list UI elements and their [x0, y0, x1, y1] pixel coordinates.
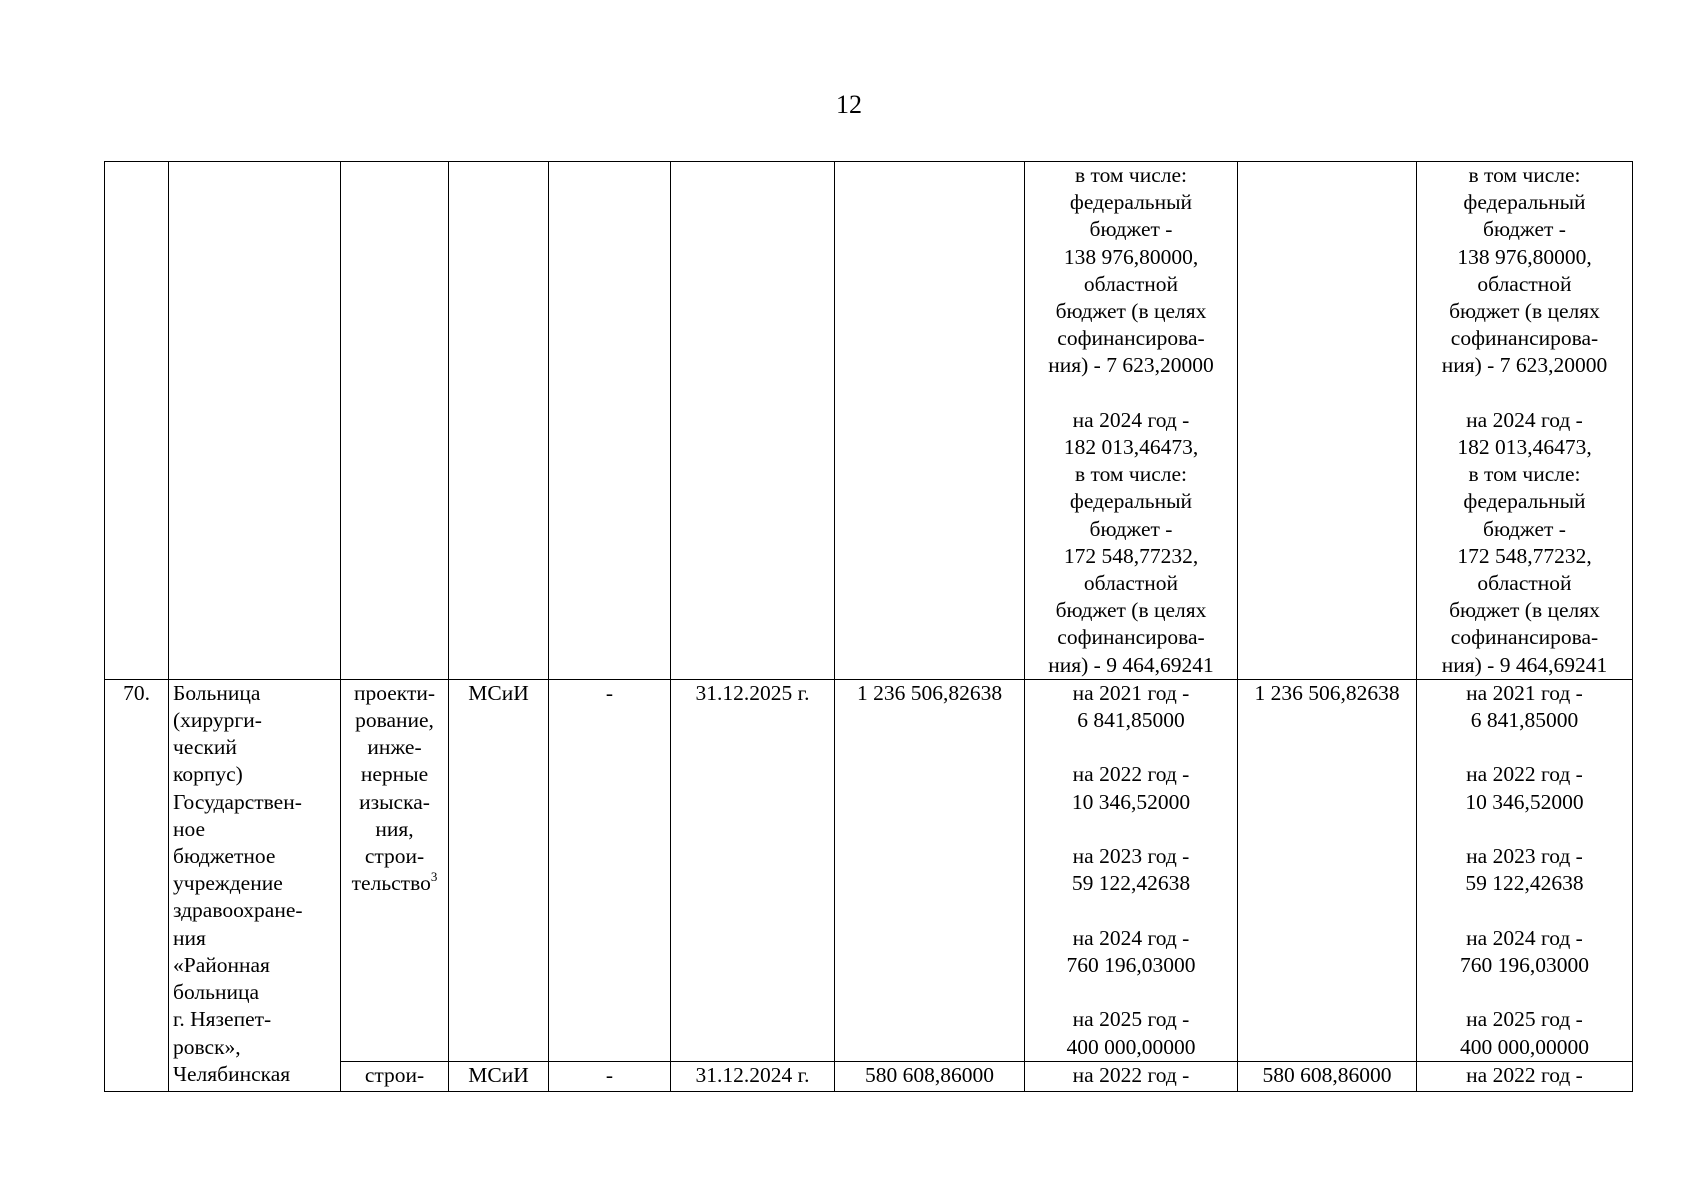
- cell-funding-a: на 2022 год -: [1025, 1061, 1238, 1091]
- cell-funding-b: в том числе: федеральный бюджет - 138 976,80000, областной бюджет (в целях софинансирова- ния) - 7 623,20000 на 2024 год - 182 013,46473, в том числе: федеральный бюджет - 172 548,77232, областной бюджет (в целях софинансирова- ния) - 9 464,69241: [1417, 162, 1633, 680]
- cell-name: Больница (хирурги- ческий корпус) Государствен- ное бюджетное учреждение здравоохране- ния «Районная больница г. Нязепет- ровск»,: [169, 679, 341, 1061]
- cell-cost: 1 236 506,82638: [835, 679, 1025, 1061]
- cell-work-type: [341, 679, 449, 1061]
- cell-cost-b: 1 236 506,82638: [1238, 679, 1417, 1061]
- cell-cost-b: [1238, 162, 1417, 680]
- cell-funding-a: на 2021 год - 6 841,85000 на 2022 год - 10 346,52000 на 2023 год - 59 122,42638 на 2024 год - 760 196,03000 на 2025 год - 400 000,00000: [1025, 679, 1238, 1061]
- cell-cost-b: 580 608,86000: [1238, 1061, 1417, 1091]
- cell-funding-a: в том числе: федеральный бюджет - 138 976,80000, областной бюджет (в целях софинансирова- ния) - 7 623,20000 на 2024 год - 182 013,46473, в том числе: федеральный бюджет - 172 548,77232, областной бюджет (в целях софинансирова- ния) - 9 464,69241: [1025, 162, 1238, 680]
- table-row-70-2: [105, 1061, 1633, 1091]
- cell-dash: -: [549, 1061, 671, 1091]
- investment-objects-table: [104, 161, 1633, 1092]
- cell-dash: -: [549, 679, 671, 1061]
- cell-deadline: 31.12.2024 г.: [671, 1061, 835, 1091]
- cell-name: [169, 162, 341, 680]
- cell-funding-b: на 2022 год -: [1417, 1061, 1633, 1091]
- cell-deadline: [671, 162, 835, 680]
- cell-work-type: [341, 162, 449, 680]
- page-number: 12: [836, 90, 862, 119]
- cell-cost: [835, 162, 1025, 680]
- cell-number: [105, 162, 169, 680]
- cell-customer: МСиИ: [449, 679, 549, 1061]
- cell-number: 70.: [105, 679, 169, 1061]
- cell-name-cont: Челябинская: [169, 1061, 341, 1091]
- work-type-text: проекти- рование, инже- нерные изыска- ния, строи- тельство: [351, 680, 436, 896]
- cell-work-type: строи-: [341, 1061, 449, 1091]
- cell-funding-b: на 2021 год - 6 841,85000 на 2022 год - 10 346,52000 на 2023 год - 59 122,42638 на 2024 год - 760 196,03000 на 2025 год - 400 000,00000: [1417, 679, 1633, 1061]
- cell-deadline: 31.12.2025 г.: [671, 679, 835, 1061]
- table-row-70: [105, 679, 1633, 1061]
- cell-number: [105, 1061, 169, 1091]
- footnote-marker: 3: [430, 869, 438, 885]
- table-row-continued: [105, 162, 1633, 680]
- cell-customer: [449, 162, 549, 680]
- cell-dash: [549, 162, 671, 680]
- cell-customer: МСиИ: [449, 1061, 549, 1091]
- cell-cost: 580 608,86000: [835, 1061, 1025, 1091]
